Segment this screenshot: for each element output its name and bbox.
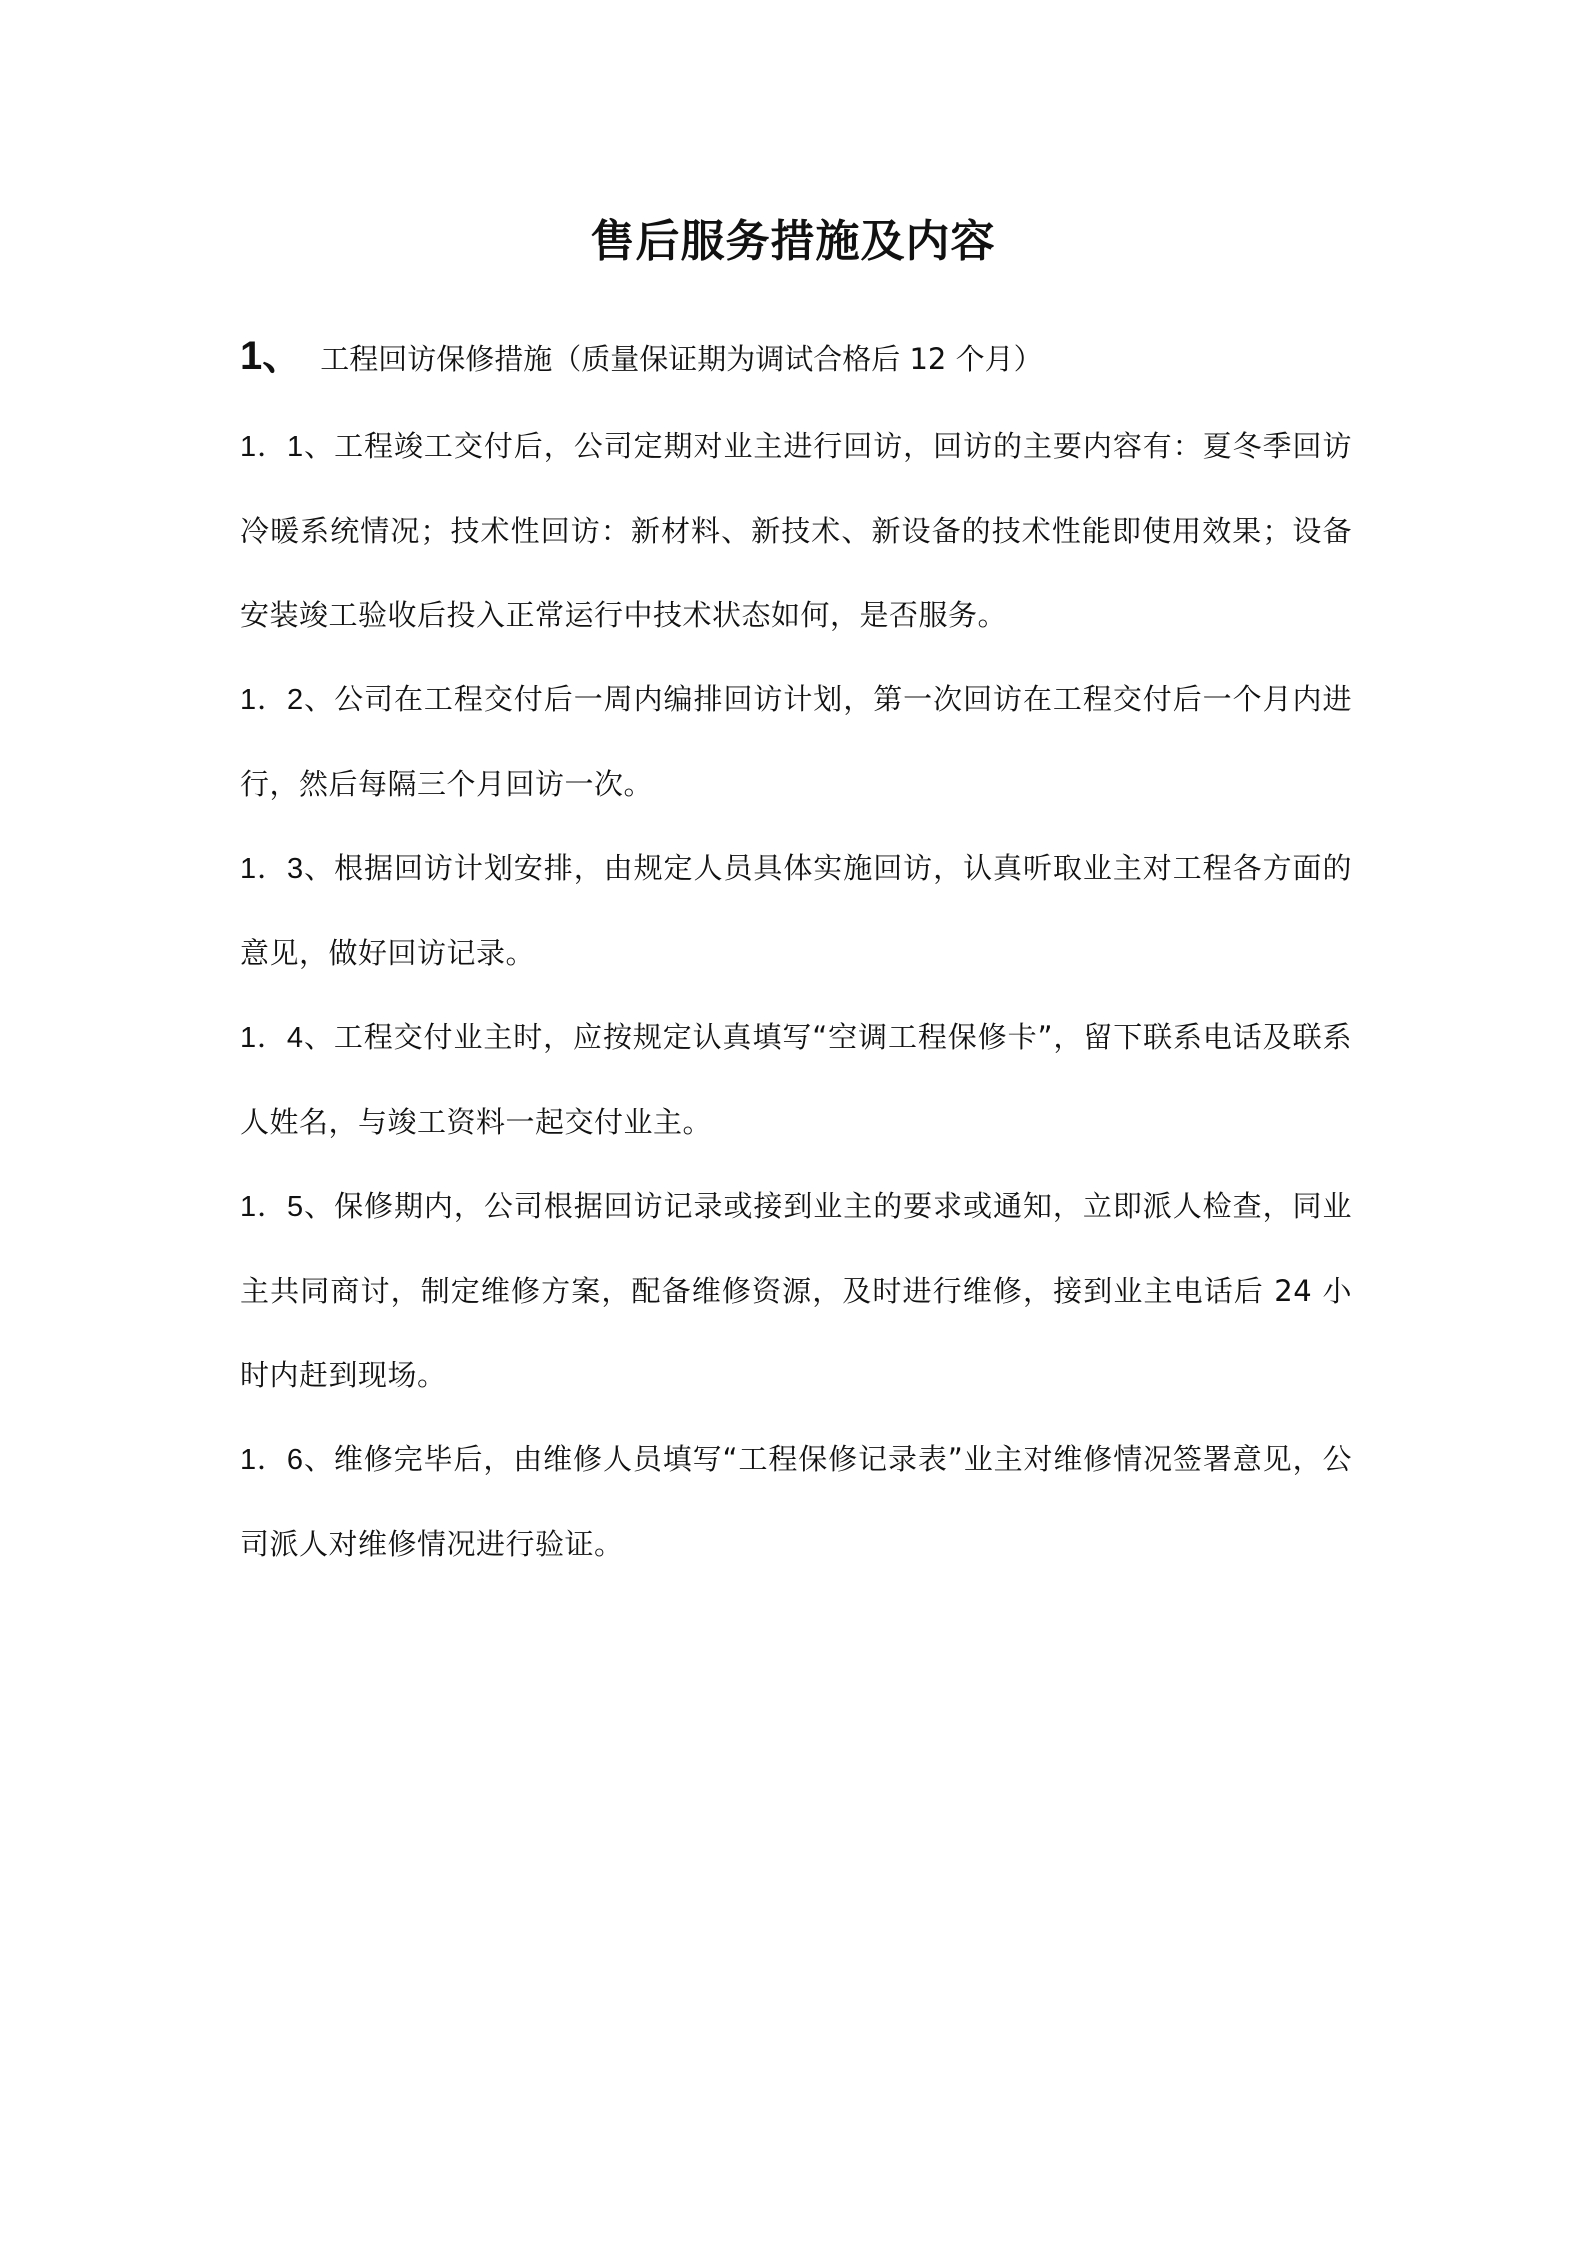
paragraph-1-5: [240, 1164, 1352, 1417]
paragraph-1-2: [240, 657, 1352, 826]
section-title: 工程回访保修措施（质量保证期为调试合格后 12 个月）: [320, 342, 1043, 376]
paragraph-text: 根据回访计划安排，由规定人员具体实施回访，认真听取业主对工程各方面的意见，做好回访记录。: [240, 851, 1352, 970]
paragraph-label: 1．6、: [240, 1444, 334, 1476]
paragraph-1-3: [240, 826, 1352, 995]
paragraph-text: 维修完毕后，由维修人员填写“工程保修记录表”业主对维修情况签署意见，公司派人对维修情况进行验证。: [240, 1442, 1352, 1561]
section-number: 1、: [240, 334, 303, 378]
document-body: [240, 404, 1352, 1586]
paragraph-1-1: [240, 404, 1352, 657]
paragraph-label: 1．5、: [240, 1191, 335, 1223]
document-title: 售后服务措施及内容: [590, 216, 996, 267]
paragraph-text: 工程竣工交付后，公司定期对业主进行回访，回访的主要内容有：夏冬季回访冷暖系统情况；技术性回访：新材料、新技术、新设备的技术性能即使用效果；设备安装竣工验收后投入正常运行中技术状态如何，是否服务。: [240, 429, 1352, 632]
paragraph-text: 公司在工程交付后一周内编排回访计划，第一次回访在工程交付后一个月内进行，然后每隔三个月回访一次。: [240, 682, 1352, 801]
section-heading: [240, 326, 1043, 391]
paragraph-label: 1．4、: [240, 1022, 334, 1054]
paragraph-label: 1．3、: [240, 853, 335, 885]
paragraph-1-4: [240, 995, 1352, 1164]
paragraph-label: 1．2、: [240, 684, 335, 716]
paragraph-text: 工程交付业主时，应按规定认真填写“空调工程保修卡”，留下联系电话及联系人姓名，与竣工资料一起交付业主。: [240, 1020, 1352, 1139]
paragraph-text: 保修期内，公司根据回访记录或接到业主的要求或通知，立即派人检查，同业主共同商讨，制定维修方案，配备维修资源，及时进行维修，接到业主电话后 24 小时内赶到现场。: [240, 1189, 1352, 1392]
paragraph-label: 1．1、: [240, 431, 335, 463]
paragraph-1-6: [240, 1417, 1352, 1586]
